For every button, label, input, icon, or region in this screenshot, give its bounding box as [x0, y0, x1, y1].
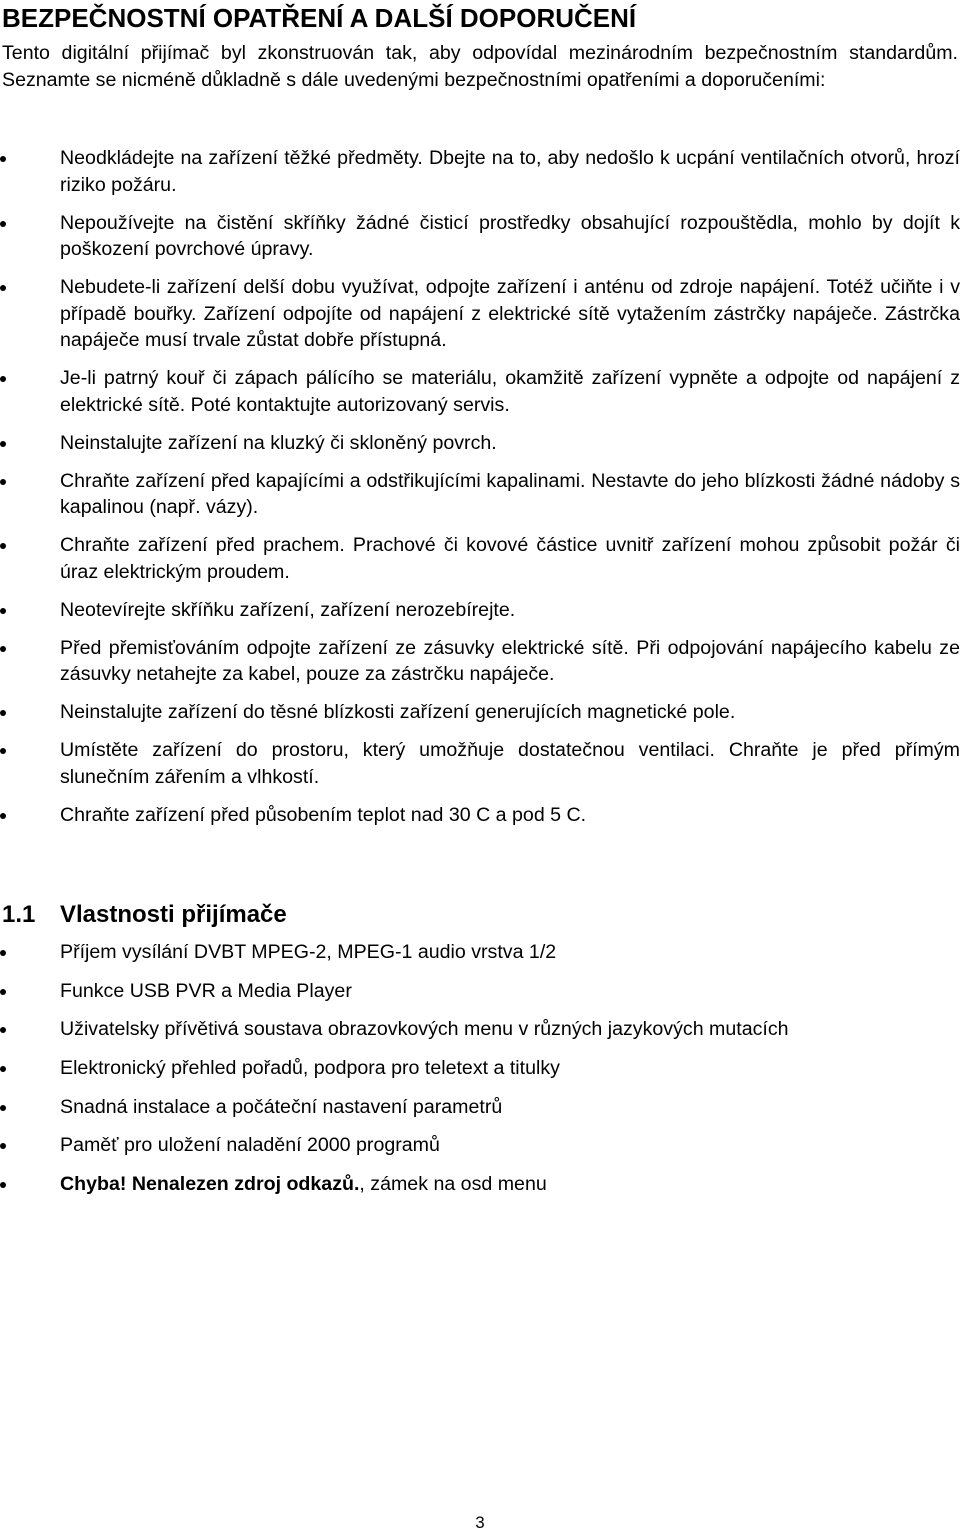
- list-item-text: Neinstalujte zařízení na kluzký či skloněný povrch.: [60, 431, 497, 454]
- bullet-icon: [0, 1066, 6, 1072]
- list-item-text: Uživatelsky přívětivá soustava obrazovkových menu v různých jazykových mutacích: [60, 1018, 789, 1041]
- list-item-text: Elektronický přehled pořadů, podpora pro teletext a titulky: [60, 1057, 560, 1080]
- bullet-icon: [0, 813, 6, 819]
- bullet-icon: [0, 1105, 6, 1111]
- list-item: [0, 1132, 960, 1159]
- bullet-icon: [0, 376, 6, 382]
- list-item-text: Příjem vysílání DVBT MPEG-2, MPEG-1 audio vrstva 1/2: [60, 941, 557, 963]
- list-item-text: Paměť pro uložení naladění 2000 programů: [60, 1134, 440, 1157]
- bullet-icon: [0, 1182, 6, 1188]
- main-heading: BEZPEČNOSTNÍ OPATŘENÍ A DALŠÍ DOPORUČENÍ: [2, 3, 637, 33]
- list-item: [0, 699, 960, 726]
- feature-list: [0, 939, 960, 1210]
- list-item-text: Chraňte zařízení před prachem. Prachové či kovové částice uvnitř zařízení mohou způsobit požár či úraz elektrickým proudem.: [60, 534, 960, 583]
- list-item: [0, 430, 960, 457]
- bullet-icon: [0, 441, 6, 447]
- list-item: [0, 532, 960, 585]
- section-number: 1.1: [2, 901, 36, 928]
- list-item: [0, 365, 960, 418]
- list-item: [0, 1055, 960, 1082]
- bullet-icon: [0, 646, 6, 652]
- list-item: [0, 597, 960, 624]
- list-item: [0, 1094, 960, 1121]
- bullet-icon: [0, 989, 6, 995]
- bullet-icon: [0, 1143, 6, 1149]
- list-item: [0, 978, 960, 1005]
- list-item: [0, 737, 960, 790]
- list-item: [0, 939, 960, 966]
- intro-paragraph: Tento digitální přijímač byl zkonstruován tak, aby odpovídal mezinárodním bezpečnostním standardům. Seznamte se nicméně důkladně s dále uvedenými bezpečnostními opatřeními a doporučeními:: [2, 42, 958, 91]
- list-item: [0, 802, 960, 829]
- list-item-text: Nepoužívejte na čistění skříňky žádné čisticí prostředky obsahující rozpouštědla, mohlo by dojít k poškození povrchové úpravy.: [60, 211, 960, 260]
- bullet-icon: [0, 748, 6, 754]
- list-item-text: Funkce USB PVR a Media Player: [60, 979, 352, 1002]
- list-item: [0, 1016, 960, 1043]
- bullet-icon: [0, 156, 6, 162]
- bullet-icon: [0, 710, 6, 716]
- list-item-text: [60, 1171, 960, 1198]
- list-item: [0, 210, 960, 263]
- bullet-icon: [0, 950, 6, 956]
- list-item: [0, 274, 960, 354]
- bullet-icon: [0, 1027, 6, 1033]
- bullet-icon: [0, 221, 6, 227]
- reference-error-text: Chyba! Nenalezen zdroj odkazů.: [60, 1173, 360, 1196]
- bullet-icon: [0, 479, 6, 485]
- list-item-text: Nebudete-li zařízení delší dobu využívat, odpojte zařízení i anténu od zdroje napájení. Totéž učiňte i v případě bouřky. Zařízení odpojíte od napájení z elektrické sítě vytažením zástrčky napáječe. Zástrčka napáječe musí trvale zůstat dobře přístupná.: [60, 276, 960, 351]
- list-item-text: Před přemisťováním odpojte zařízení ze zásuvky elektrické sítě. Při odpojování napájecího kabelu ze zásuvky netahejte za kabel, pouze za zástrčku napáječe.: [60, 636, 960, 685]
- safety-list: [0, 145, 960, 840]
- bullet-icon: [0, 285, 6, 291]
- page-number: 3: [475, 1513, 485, 1532]
- list-item-rest-text: , zámek na osd menu: [359, 1173, 547, 1196]
- bullet-icon: [0, 608, 6, 614]
- list-item: [0, 145, 960, 198]
- list-item-text: Umístěte zařízení do prostoru, který umožňuje dostatečnou ventilaci. Chraňte je před přímým slunečním zářením a vlhkostí.: [60, 739, 960, 788]
- section-title: Vlastnosti přijímače: [60, 901, 287, 928]
- list-item-text: Chraňte zařízení před kapajícími a odstřikujícími kapalinami. Nestavte do jeho blízkosti žádné nádoby s kapalinou (např. vázy).: [60, 469, 960, 518]
- list-item-text: Neinstalujte zařízení do těsné blízkosti zařízení generujících magnetické pole.: [60, 701, 736, 723]
- list-item: [0, 468, 960, 521]
- list-item: [0, 635, 960, 688]
- list-item-text: Je-li patrný kouř či zápach pálícího se materiálu, okamžitě zařízení vypněte a odpojte od napájení z elektrické sítě. Poté kontaktujte autorizovaný servis.: [60, 367, 960, 416]
- list-item-text: Neodkládejte na zařízení těžké předměty. Dbejte na to, aby nedošlo k ucpání ventilačních otvorů, hrozí riziko požáru.: [60, 147, 960, 196]
- bullet-icon: [0, 543, 6, 549]
- list-item-text: Chraňte zařízení před působením teplot nad 30 C a pod 5 C.: [60, 803, 587, 826]
- section-heading: [2, 900, 287, 930]
- list-item-text: Snadná instalace a počáteční nastavení parametrů: [60, 1095, 503, 1118]
- list-item-text: Neotevírejte skříňku zařízení, zařízení nerozebírejte.: [60, 598, 516, 621]
- list-item: [0, 1171, 960, 1198]
